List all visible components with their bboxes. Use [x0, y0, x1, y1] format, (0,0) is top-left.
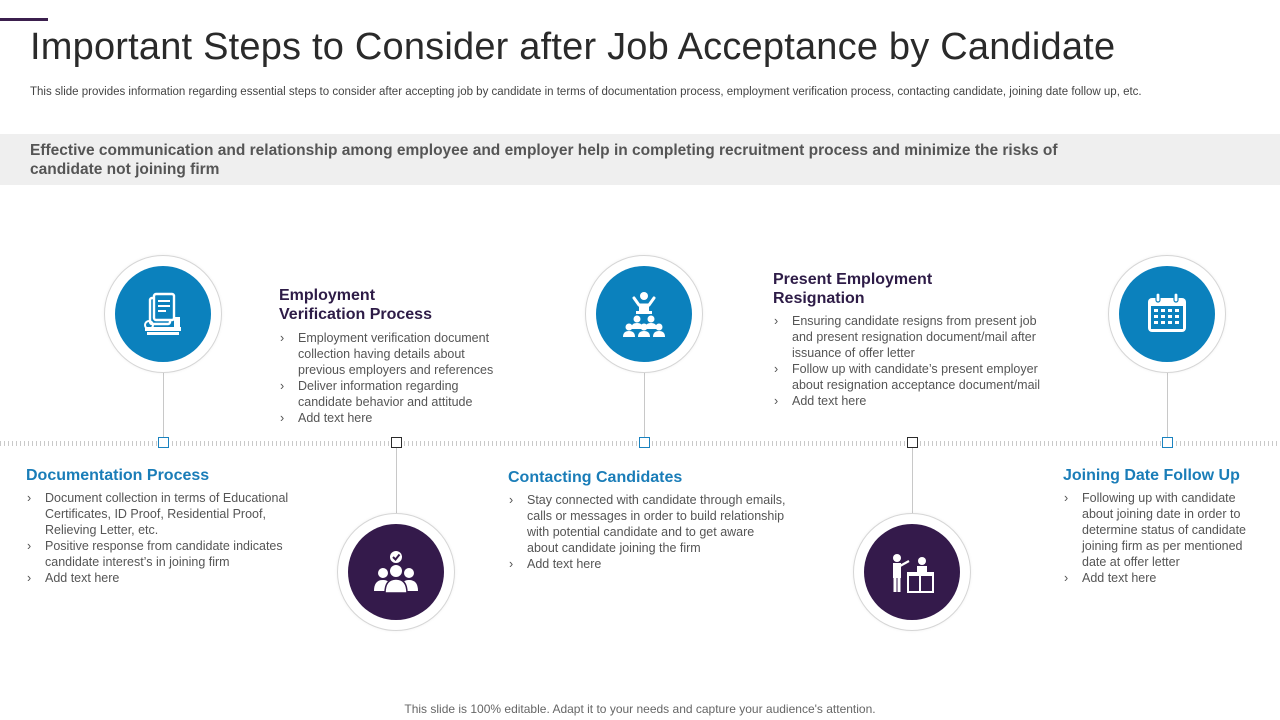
- step-1-block: [26, 466, 311, 586]
- list-item: › Add text here: [26, 570, 311, 586]
- list-item: › Document collection in terms of Educational Certificates, ID Proof, Residential Proof, Relieving Letter, etc.: [26, 490, 311, 538]
- step-3-list: [508, 492, 788, 572]
- audience-speaker-icon: [620, 290, 668, 338]
- step-5-icon-disc: [1119, 266, 1215, 362]
- step-1-list: [26, 490, 311, 586]
- step-1-heading: Documentation Process: [26, 467, 210, 484]
- step-2-icon-disc: [348, 524, 444, 620]
- timeline-marker-5: [1162, 437, 1173, 448]
- step-4-icon-ring: [853, 513, 971, 631]
- document-stack-icon: [140, 291, 186, 337]
- team-check-icon: [371, 549, 421, 595]
- footer-note: This slide is 100% editable. Adapt it to your needs and capture your audience's attention.: [404, 702, 876, 716]
- list-item: › Add text here: [508, 556, 788, 572]
- list-item: › Follow up with candidate’s present employer about resignation acceptance document/mail: [773, 361, 1048, 393]
- calendar-icon: [1145, 292, 1189, 336]
- list-item: › Add text here: [773, 393, 1048, 409]
- step-2-block: [279, 286, 514, 426]
- page-title: Important Steps to Consider after Job Acceptance by Candidate: [30, 26, 1116, 68]
- timeline-marker-4: [907, 437, 918, 448]
- list-item: › Deliver information regarding candidate behavior and attitude: [279, 378, 514, 410]
- timeline-marker-3: [639, 437, 650, 448]
- connector-3: [644, 373, 645, 443]
- step-2-icon-ring: [337, 513, 455, 631]
- step-3-heading: Contacting Candidates: [508, 469, 683, 486]
- list-item: › Ensuring candidate resigns from present job and present resignation document/mail after issuance of offer letter: [773, 313, 1048, 361]
- step-4-list: [773, 313, 1048, 409]
- accent-bar: [0, 18, 48, 21]
- timeline-marker-1: [158, 437, 169, 448]
- step-3-icon-disc: [596, 266, 692, 362]
- step-1-icon-ring: [104, 255, 222, 373]
- step-5-heading: Joining Date Follow Up: [1063, 467, 1240, 484]
- list-item: › Following up with candidate about joining date in order to determine status of candidate joining firm as per mentioned date at offer letter: [1063, 490, 1268, 570]
- step-4-block: [773, 270, 1048, 409]
- step-5-list: [1063, 490, 1268, 586]
- list-item: › Add text here: [1063, 570, 1268, 586]
- list-item: › Positive response from candidate indicates candidate interest’s in joining firm: [26, 538, 311, 570]
- step-4-heading: Present Employment Resignation: [773, 271, 933, 307]
- list-item: › Employment verification document collection having details about previous employers and references: [279, 330, 514, 378]
- step-3-icon-ring: [585, 255, 703, 373]
- connector-5: [1167, 373, 1168, 443]
- desk-presenter-icon: [888, 550, 936, 594]
- list-item: › Add text here: [279, 410, 514, 426]
- step-2-list: [279, 330, 514, 426]
- banner-text: Effective communication and relationship among employee and employer help in completing recruitment process and minimize the risks of candidate not joining firm: [30, 142, 1058, 178]
- connector-2: [396, 447, 397, 513]
- connector-1: [163, 373, 164, 443]
- step-5-block: [1063, 466, 1268, 586]
- page-subtitle: This slide provides information regarding essential steps to consider after accepting job by candidate in terms of documentation process, employment verification process, contacting candidate, joining date follow up, etc.: [30, 86, 1142, 98]
- step-4-icon-disc: [864, 524, 960, 620]
- step-1-icon-disc: [115, 266, 211, 362]
- step-5-icon-ring: [1108, 255, 1226, 373]
- list-item: › Stay connected with candidate through emails, calls or messages in order to build relationship with potential candidate and to get aware about candidate joining the firm: [508, 492, 788, 556]
- connector-4: [912, 447, 913, 513]
- step-3-block: [508, 468, 788, 572]
- step-2-heading: Employment Verification Process: [279, 287, 432, 323]
- timeline-marker-2: [391, 437, 402, 448]
